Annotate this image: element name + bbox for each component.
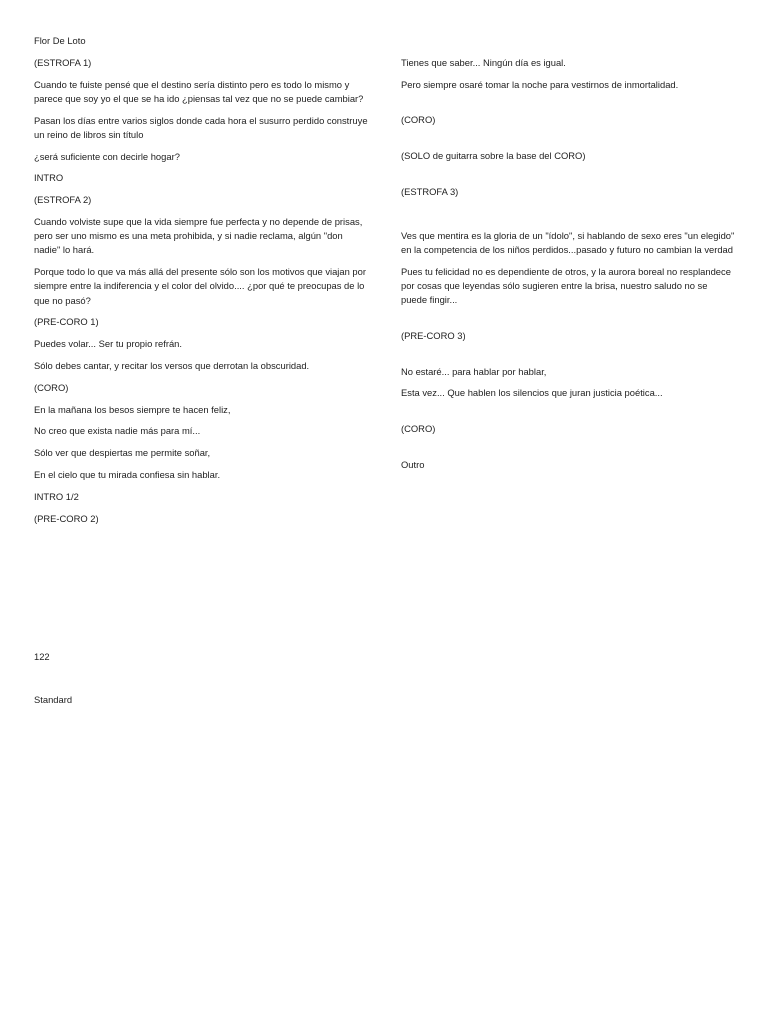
lyric-line: Tienes que saber... Ningún día es igual. — [401, 56, 566, 68]
section-label: (ESTROFA 2) — [34, 194, 92, 206]
section-label: INTRO 1/2 — [34, 490, 79, 502]
section-label: INTRO — [34, 172, 64, 184]
lyric-line: En el cielo que tu mirada confiesa sin hablar. — [34, 468, 221, 480]
lyric-paragraph: Ves que mentira es la gloria de un "ídolo", si hablando de sexo eres "un elegido" en la competencia de los niños perdidos...pasado y futuro no cambian la verdad — [401, 229, 735, 255]
spacer — [401, 315, 735, 329]
lyric-paragraph: Cuando volviste supe que la vida siempre fue perfecta y no depende de prisas, pero ser uno mismo es una meta prohibida, y si nadie reclama, algún "don nadie" lo hará. — [34, 215, 363, 256]
spacer — [401, 135, 735, 149]
section-label: (CORO) — [401, 114, 436, 126]
tempo-value: 122 — [34, 651, 50, 662]
spacer — [401, 99, 735, 113]
lyric-line: Esta vez... Que hablen los silencios que juran justicia poética... — [401, 387, 663, 399]
spacer — [401, 444, 735, 458]
lyric-paragraph: Pasan los días entre varios siglos donde cada hora el susurro perdido construye un reino de libros sin título — [34, 114, 368, 140]
song-title: Flor De Loto — [34, 35, 86, 46]
section-label: (PRE-CORO 1) — [34, 316, 99, 328]
lyric-line: Pero siempre osaré tomar la noche para vestirnos de inmortalidad. — [401, 78, 679, 90]
section-label: (CORO) — [34, 381, 69, 393]
section-label: (SOLO de guitarra sobre la base del CORO) — [401, 150, 586, 162]
lyric-line: En la mañana los besos siempre te hacen feliz, — [34, 403, 231, 415]
section-label: (ESTROFA 3) — [401, 185, 459, 197]
lyric-line: Sólo ver que despiertas me permite soñar, — [34, 447, 211, 459]
lyric-line: No creo que exista nadie más para mí... — [34, 425, 201, 437]
section-label: (PRE-CORO 2) — [34, 512, 99, 524]
right-column — [401, 34, 735, 480]
lyric-line: ¿será suficiente con decirle hogar? — [34, 150, 180, 162]
section-label: (CORO) — [401, 423, 436, 435]
tuning-value: Standard — [34, 694, 73, 705]
lyric-paragraph: Cuando te fuiste pensé que el destino sería distinto pero es todo lo mismo y parece que soy yo el que se ha ido ¿piensas tal vez que no se puede cambiar? — [34, 78, 364, 104]
spacer — [401, 34, 735, 56]
lyric-paragraph: Pues tu felicidad no es dependiente de otros, y la aurora boreal no resplandece por cosas que leyendas sólo sugieren entre la brisa, nuestro saludo no se puede fingir... — [401, 265, 731, 305]
left-column — [34, 34, 370, 533]
lyric-paragraph: Porque todo lo que va más allá del presente sólo son los motivos que viajan por siempre entre la indiferencia y el color del olvido.... ¿por qué te preocupas de lo que no pasó? — [34, 266, 366, 306]
lyric-line: No estaré... para hablar por hablar, — [401, 365, 547, 377]
spacer — [401, 408, 735, 422]
section-label: (PRE-CORO 3) — [401, 329, 466, 341]
lyric-line: Puedes volar... Ser tu propio refrán. — [34, 338, 182, 350]
spacer — [401, 207, 735, 229]
section-label: (ESTROFA 1) — [34, 56, 92, 68]
section-label: Outro — [401, 458, 425, 470]
spacer — [401, 351, 735, 365]
lyric-line: Sólo debes cantar, y recitar los versos que derrotan la obscuridad. — [34, 359, 310, 371]
spacer — [401, 171, 735, 185]
